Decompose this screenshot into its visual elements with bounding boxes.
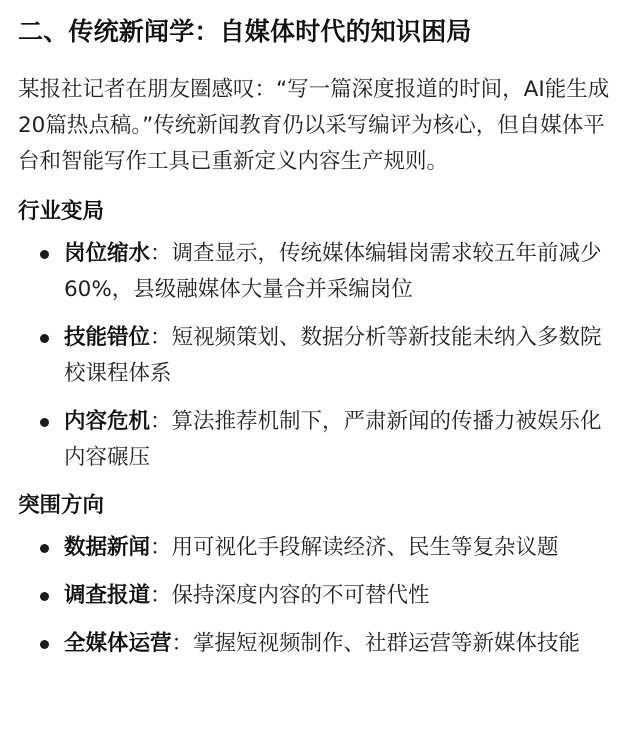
list-item-desc: 调查显示，传统媒体编辑岗需求较五年前减少60%，县级融媒体大量合并采编岗位 <box>64 241 602 302</box>
list-item-desc: 保持深度内容的不可替代性 <box>171 583 430 608</box>
list-item-desc: 掌握短视频制作、社群运营等新媒体技能 <box>193 631 581 656</box>
list-item-separator: ： <box>150 325 172 350</box>
breakthrough-list <box>18 530 622 662</box>
bullet-icon <box>40 544 49 553</box>
list-item-separator: ： <box>150 241 172 266</box>
bullet-icon <box>40 418 49 427</box>
article <box>18 14 622 668</box>
bullet-icon <box>40 334 49 343</box>
industry-change-list <box>18 236 622 476</box>
list-item <box>18 626 622 662</box>
list-item-term: 岗位缩水 <box>64 241 151 266</box>
list-item-term: 技能错位 <box>64 325 151 350</box>
list-item <box>18 236 622 308</box>
list-item <box>18 530 622 566</box>
intro-paragraph: 某报社记者在朋友圈感叹：“写一篇深度报道的时间，AI能生成20篇热点稿。”传统新闻教育仍以采写编评为核心，但自媒体平台和智能写作工具已重新定义内容生产规则。 <box>18 77 610 174</box>
list-item <box>18 404 622 476</box>
list-item-separator: ： <box>150 535 172 560</box>
list-item-desc: 用可视化手段解读经济、民生等复杂议题 <box>171 535 559 560</box>
breakthrough-heading: 突围方向 <box>18 493 105 518</box>
bullet-icon <box>40 592 49 601</box>
list-item <box>18 578 622 614</box>
list-item-separator: ： <box>150 583 172 608</box>
list-item-desc: 短视频策划、数据分析等新技能未纳入多数院校课程体系 <box>64 325 602 386</box>
bullet-icon <box>40 640 49 649</box>
list-item-term: 调查报道 <box>64 583 151 608</box>
section-title: 二、传统新闻学：自媒体时代的知识困局 <box>18 17 472 46</box>
list-item-desc: 算法推荐机制下，严肃新闻的传播力被娱乐化内容碾压 <box>64 409 602 470</box>
list-item-term: 全媒体运营 <box>64 631 172 656</box>
bullet-icon <box>40 250 49 259</box>
list-item-term: 内容危机 <box>64 409 151 434</box>
list-item-separator: ： <box>171 631 194 656</box>
industry-change-heading: 行业变局 <box>18 199 105 224</box>
list-item <box>18 320 622 392</box>
list-item-separator: ： <box>150 409 172 434</box>
list-item-term: 数据新闻 <box>64 535 151 560</box>
